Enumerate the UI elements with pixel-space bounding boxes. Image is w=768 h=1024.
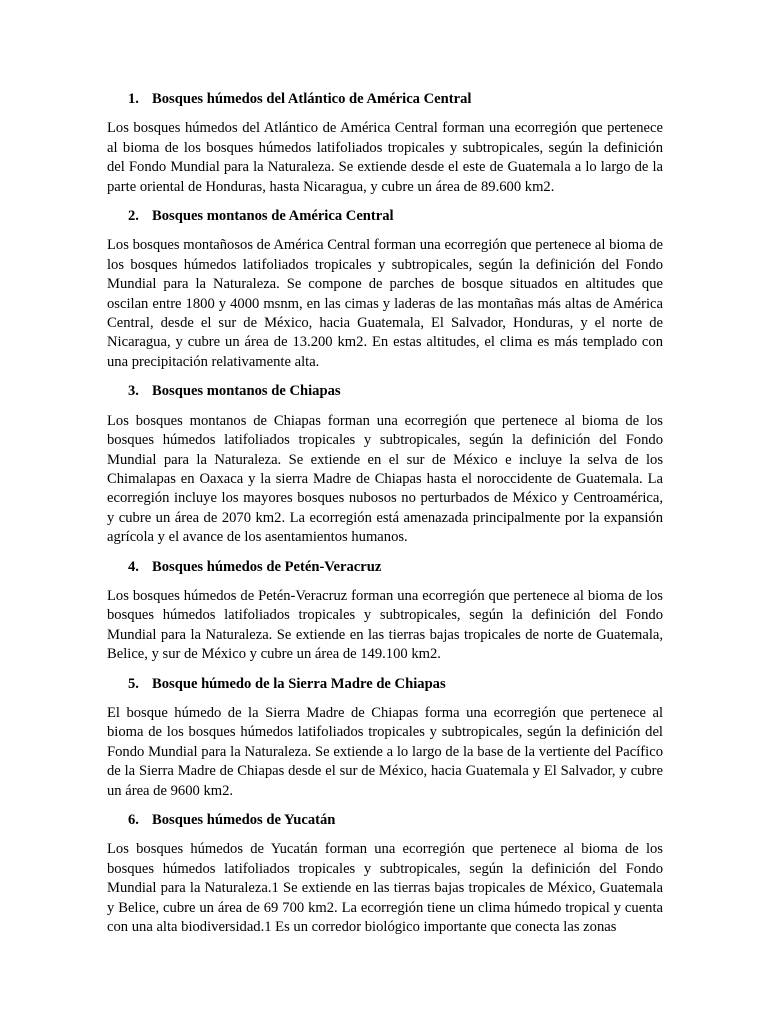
section-heading xyxy=(107,90,663,109)
section-title: Bosques húmedos de Yucatán xyxy=(152,812,336,828)
section-paragraph: Los bosques montanos de Chiapas forman una ecorregión que pertenece al bioma de los bosques húmedos latifoliados tropicales y subtropicales, según la definición del Fondo Mundial para la Naturaleza. Se extiende en el sur de México e incluye la selva de los Chimalapas en Oaxaca y la sierra Madre de Chiapas hasta el noroccidente de Guatemala. La ecorregión incluye los mayores bosques nubosos no perturbados de México y Centroamérica, y cubre un área de 2070 km2. La ecorregión está amenazada principalmente por la expansión agrícola y el avance de los asentamientos humanos. xyxy=(107,412,663,546)
section-paragraph: Los bosques montañosos de América Central forman una ecorregión que pertenece al bioma de los bosques húmedos latifoliados tropicales y subtropicales, según la definición del Fondo Mundial para la Naturaleza. Se compone de parches de bosque situados en altitudes que oscilan entre 1800 y 4000 msnm, en las cimas y laderas de las montañas más altas de América Central, desde el sur de México, hacia Guatemala, El Salvador, Honduras, y el norte de Nicaragua, y cubre un área de 13.200 km2. En estas altitudes, el clima es más templado con una precipitación relativamente alta. xyxy=(107,237,663,370)
section-title: Bosques húmedos de Petén-Veracruz xyxy=(152,558,382,575)
section-number: 6. xyxy=(128,812,139,828)
section-number: 4. xyxy=(128,558,139,575)
section-paragraph: Los bosques húmedos de Yucatán forman una ecorregión que pertenece al bioma de los bosques húmedos latifoliados tropicales y subtropicales, según la definición del Fondo Mundial para la Naturaleza.1 Se extiende en las tierras bajas tropicales de México, Guatemala y Belice, cubre un área de 69 700 km2. La ecorregión tiene un clima húmedo tropical y cuenta con una alta biodiversidad.1 Es un corredor biológico importante que conecta las zonas xyxy=(107,841,663,936)
section-number: 3. xyxy=(128,383,139,400)
section-heading xyxy=(107,382,663,401)
section-5 xyxy=(107,675,663,801)
section-heading xyxy=(107,207,663,226)
section-4 xyxy=(107,558,663,665)
section-2 xyxy=(107,207,663,372)
section-paragraph: Los bosques húmedos del Atlántico de América Central forman una ecorregión que pertenece al bioma de los bosques húmedos latifoliados tropicales y subtropicales, según la definición del Fondo Mundial para la Naturaleza. Se extiende desde el este de Guatemala a lo largo de la parte oriental de Honduras, hasta Nicaragua, y cubre un área de 89.600 km2. xyxy=(107,120,663,195)
section-title: Bosque húmedo de la Sierra Madre de Chiapas xyxy=(152,675,446,692)
section-1 xyxy=(107,90,663,197)
section-paragraph: El bosque húmedo de la Sierra Madre de Chiapas forma una ecorregión que pertenece al bioma de los bosques húmedos latifoliados tropicales y subtropicales, según la definición del Fondo Mundial para la Naturaleza. Se extiende a lo largo de la base de la vertiente del Pacífico de la Sierra Madre de Chiapas desde el sur de México, hacia Guatemala y El Salvador, y cubre un área de 9600 km2. xyxy=(107,704,663,799)
section-heading xyxy=(107,811,663,830)
section-title: Bosques montanos de Chiapas xyxy=(152,383,341,400)
section-6 xyxy=(107,811,663,937)
section-number: 5. xyxy=(128,675,139,692)
section-3 xyxy=(107,382,663,547)
section-title: Bosques húmedos del Atlántico de América Central xyxy=(152,91,472,107)
section-title: Bosques montanos de América Central xyxy=(152,208,394,225)
section-heading xyxy=(107,558,663,577)
section-number: 2. xyxy=(128,208,139,225)
document-body xyxy=(107,90,663,947)
section-heading xyxy=(107,675,663,694)
section-paragraph: Los bosques húmedos de Petén-Veracruz forman una ecorregión que pertenece al bioma de los bosques húmedos latifoliados tropicales y subtropicales, según la definición del Fondo Mundial para la Naturaleza. Se extiende en las tierras bajas tropicales de norte de Guatemala, Belice, y sur de México y cubre un área de 149.100 km2. xyxy=(107,587,663,663)
section-number: 1. xyxy=(128,91,139,107)
